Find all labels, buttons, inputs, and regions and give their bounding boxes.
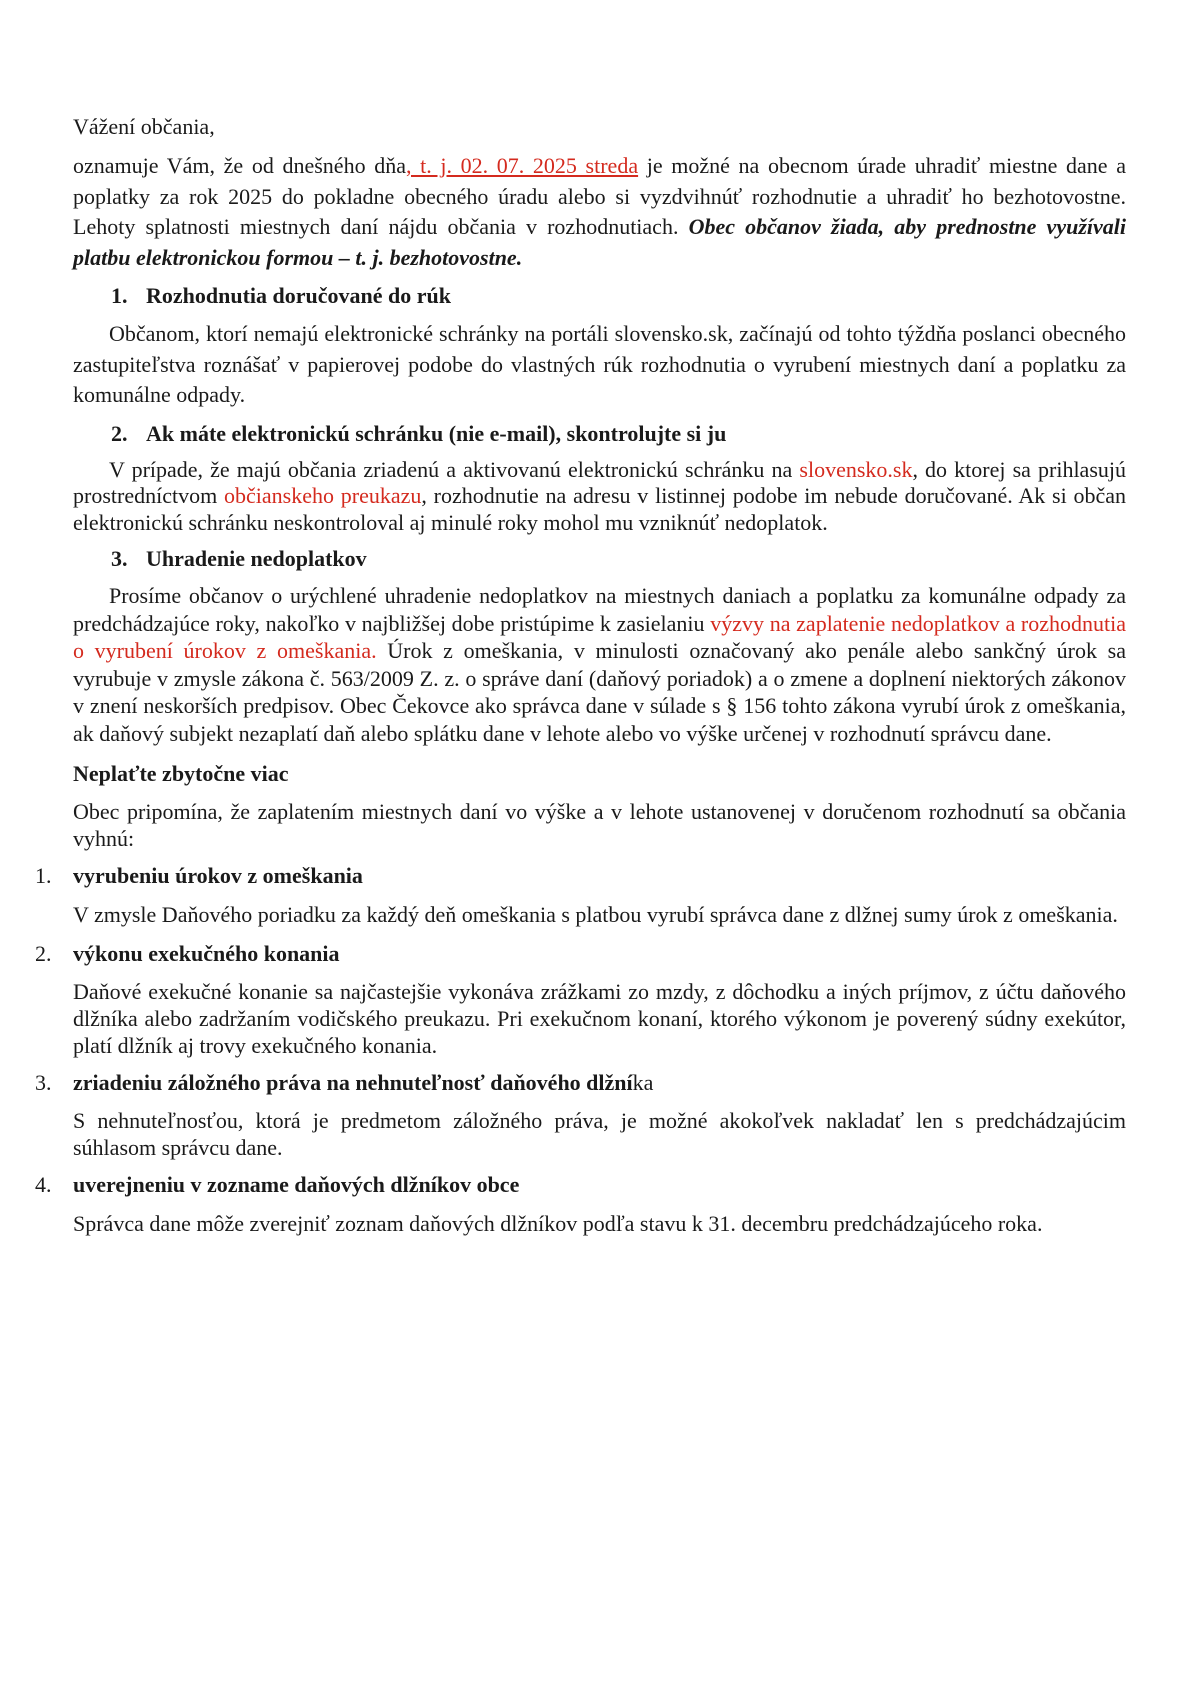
section-3-title: Uhradenie nedoplatkov bbox=[146, 546, 367, 571]
list-item-4 bbox=[35, 1170, 1126, 1200]
intro-paragraph bbox=[73, 151, 1126, 273]
warning-heading: Neplaťte zbytočne viac bbox=[73, 761, 289, 786]
list-item-4-title: uverejneniu v zozname daňových dlžníkov obce bbox=[73, 1172, 520, 1197]
section-1-title: Rozhodnutia doručované do rúk bbox=[146, 283, 452, 308]
section-3-text bbox=[73, 582, 1126, 747]
section-3-text-a: Prosíme občanov o urýchlené uhradenie nedoplatkov na miestnych daniach a poplatku za komunálne odpady za predchádzajúce roky, nakoľko v najbližšej dobe pristúpime k zasielaniu bbox=[73, 583, 1126, 636]
document-page bbox=[35, 112, 1127, 1239]
section-2-text bbox=[73, 457, 1126, 537]
intro-text-2: je možné na obecnom úrade uhradiť miestne dane a poplatky za rok 2025 do pokladne obecného úradu alebo si vyzdvihnúť rozhodnutie a uhradiť ho bezhotovostne. Lehoty splatnosti miestnych daní nájdu občania v rozhodnutiach. bbox=[73, 153, 1126, 239]
list-item-3-title: zriadeniu záložného práva na nehnuteľnosť daňového dlžní bbox=[73, 1070, 633, 1095]
intro-emphasis: Obec občanov žiada, aby prednostne využívali platbu elektronickou formou – t. j. bezhotovostne. bbox=[73, 214, 1126, 270]
list-item-3-title-wrap bbox=[73, 1068, 653, 1098]
section-1-heading bbox=[111, 281, 1126, 311]
section-2-number: 2. bbox=[111, 420, 128, 446]
list-item-1 bbox=[35, 861, 1126, 891]
section-3-number: 3. bbox=[111, 546, 128, 571]
slovensko-sk-link: slovensko.sk bbox=[799, 456, 913, 482]
list-item-3-number: 3. bbox=[35, 1070, 52, 1095]
list-item-4-number: 4. bbox=[35, 1172, 52, 1197]
greeting: Vážení občania, bbox=[73, 114, 215, 139]
intro-text-1: oznamuje Vám, že od dnešného dňa bbox=[73, 153, 406, 178]
warning-intro: Obec pripomína, že zaplatením miestnych daní vo výške a v lehote ustanovenej v doručenom rozhodnutí sa občania vyhnú: bbox=[73, 799, 1126, 851]
list-item-3-title-tail: ka bbox=[632, 1070, 654, 1095]
section-1-text: Občanom, ktorí nemajú elektronické schránky na portáli slovensko.sk, začínajú od tohto týždňa poslanci obecného zastupiteľstva roznášať v papierovej podobe do vlastných rúk rozhodnutia o vyrubení miestnych daní a poplatku za komunálne odpady. bbox=[73, 321, 1126, 407]
intro-date: , t. j. 02. 07. 2025 streda bbox=[405, 153, 639, 178]
section-1-number: 1. bbox=[111, 283, 128, 308]
section-3-text-b: Úrok z omeškania, v minulosti označovaný ako penále alebo sankčný úrok sa vyrubuje v zmysle zákona č. 563/2009 Z. z. o správe daní (daňový poriadok) a o zmene a doplnení niektorých zákonov v znení neskorších predpisov. Obec Čekovce ako správca dane v súlade s § 156 tohto zákona vyrubí úrok z omeškania, ak daňový subjekt nezaplatí daň alebo splátku dane v lehote alebo vo výške určenej v rozhodnutí správcu dane. bbox=[73, 638, 1127, 746]
list-item-2-number: 2. bbox=[35, 941, 52, 966]
list-item-1-number: 1. bbox=[35, 863, 52, 888]
list-item-4-text: Správca dane môže zverejniť zoznam daňových dlžníkov podľa stavu k 31. decembru predchádzajúceho roka. bbox=[73, 1211, 1043, 1236]
list-item-2-title: výkonu exekučného konania bbox=[73, 941, 340, 966]
section-2-heading bbox=[111, 419, 1126, 449]
list-item-3-text: S nehnuteľnosťou, ktorá je predmetom záložného práva, je možné akokoľvek nakladať len s predchádzajúcim súhlasom správcu dane. bbox=[73, 1108, 1126, 1160]
list-item-2-text: Daňové exekučné konanie sa najčastejšie vykonáva zrážkami zo mzdy, z dôchodku a iných príjmov, z účtu daňového dlžníka alebo zadržaním vodičského preukazu. Pri exekučnom konaní, ktorého výkonom je poverený súdny exekútor, platí dlžník aj trovy exekučného konania. bbox=[73, 979, 1126, 1058]
list-item-2 bbox=[35, 939, 1126, 969]
section-2-text-a: V prípade, že majú občania zriadenú a aktivovanú elektronickú schránku na bbox=[109, 456, 800, 482]
section-3-red-text: výzvy na zaplatenie nedoplatkov a rozhodnutia o vyrubení úrokov z omeškania. bbox=[73, 610, 1126, 663]
section-2-text-b: , do ktorej sa prihlasujú prostredníctvom bbox=[73, 456, 1126, 508]
obciansky-preukaz-text: občianskeho preukazu bbox=[223, 483, 422, 508]
section-2-title: Ak máte elektronickú schránku (nie e-mail), skontrolujte si ju bbox=[146, 420, 727, 446]
list-item-1-title: vyrubeniu úrokov z omeškania bbox=[73, 863, 363, 888]
section-2-text-c: , rozhodnutie na adresu v listinnej podobe im nebude doručované. Ak si občan elektronickú schránku neskontroloval aj minulé roky mohol mu vzniknúť nedoplatok. bbox=[73, 483, 1126, 535]
section-3-heading bbox=[111, 544, 1126, 574]
list-item-3 bbox=[35, 1068, 1126, 1098]
list-item-1-text: V zmysle Daňového poriadku za každý deň omeškania s platbou vyrubí správca dane z dlžnej sumy úrok z omeškania. bbox=[73, 902, 1118, 927]
